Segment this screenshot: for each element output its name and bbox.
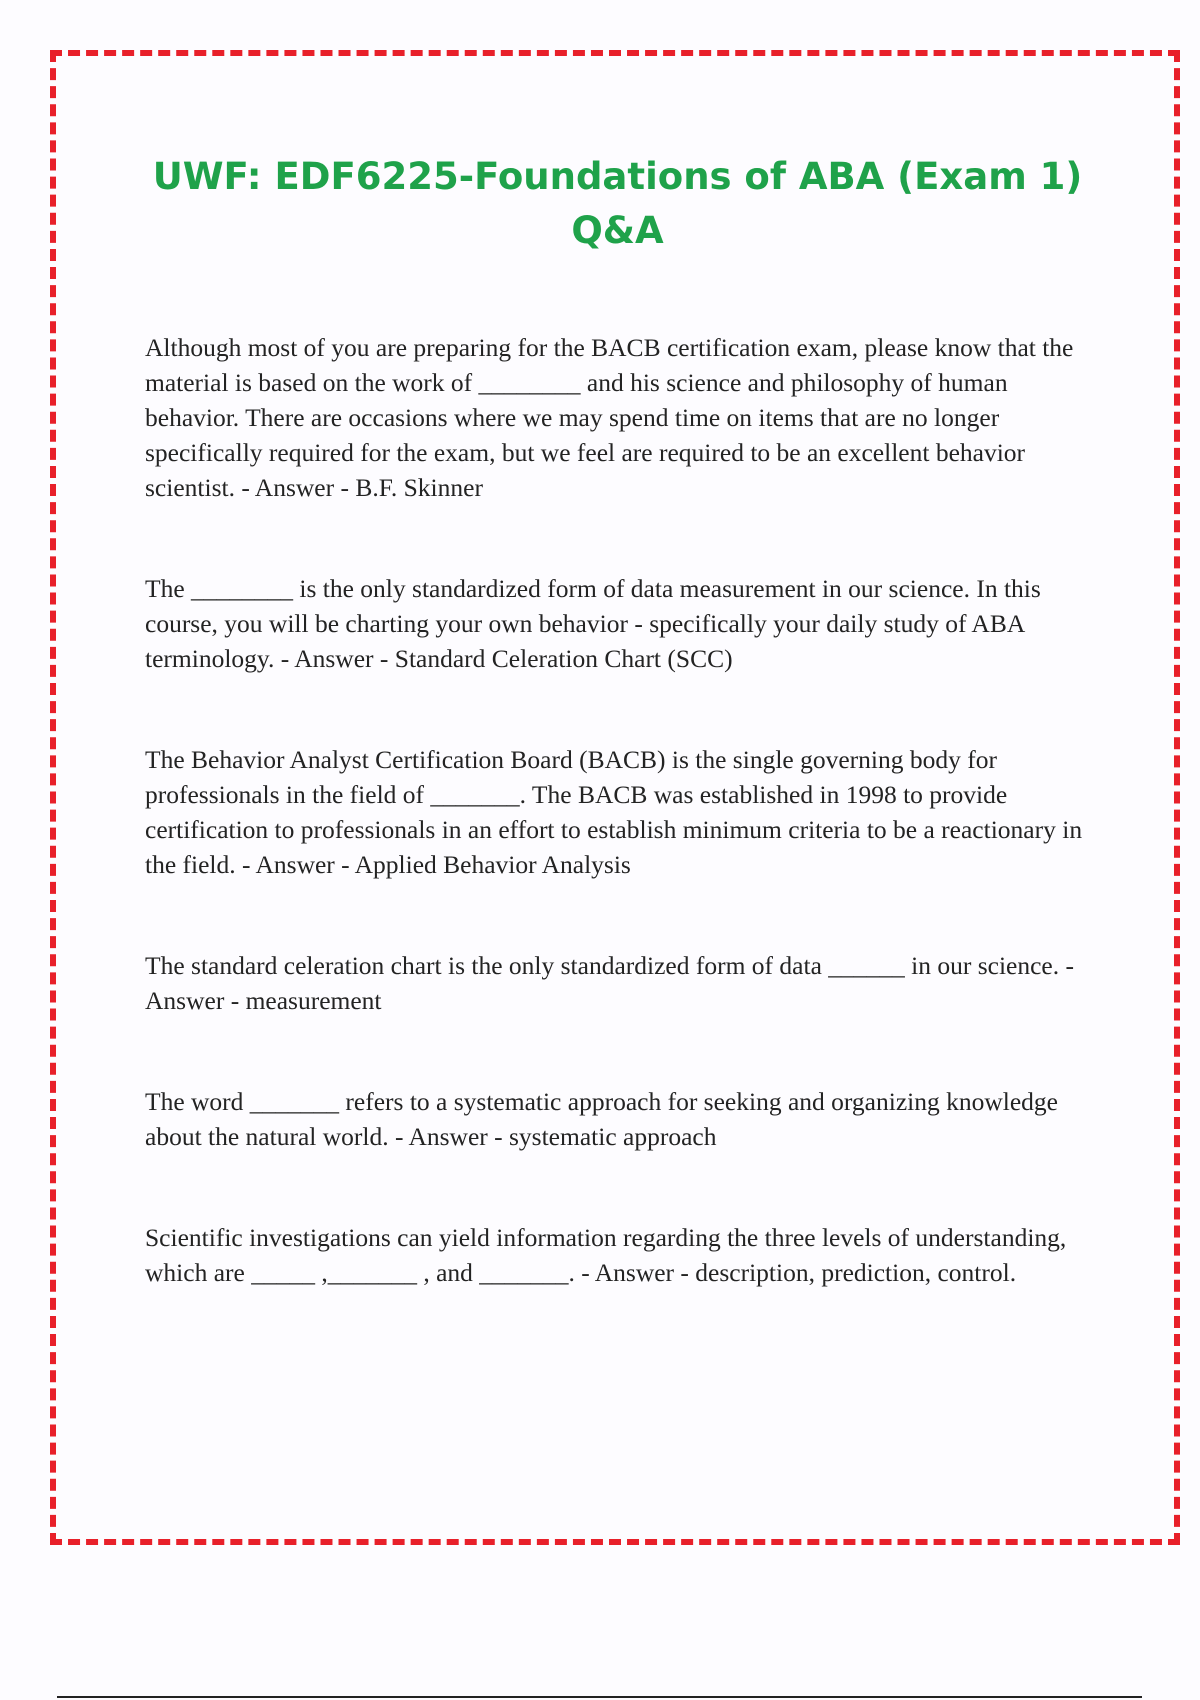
qa-item xyxy=(145,742,1090,882)
answer-text: B.F. Skinner xyxy=(355,473,483,502)
question-text: The standard celeration chart is the only standardized form of data ______ in our science. xyxy=(145,951,1060,980)
answer-label: - Answer - xyxy=(235,850,355,879)
question-text: The word _______ refers to a systematic approach for seeking and organizing knowledge about the natural world. xyxy=(145,1087,1058,1151)
question-text: The ________ is the only standardized form of data measurement in our science. In this course, you will be charting your own behavior - specifically your daily study of ABA terminology. xyxy=(145,574,1041,673)
qa-item xyxy=(145,1220,1090,1290)
answer-label: - Answer - xyxy=(388,1122,509,1151)
question-text: Although most of you are preparing for the BACB certification exam, please know that the material is based on the work of ________ and his science and philosophy of human behavior. There are occasions where we may spend time on items that are no longer specifically required for the exam, but we feel are required to be an excellent behavior scientist. xyxy=(145,333,1074,502)
answer-text: description, prediction, control. xyxy=(695,1258,1017,1287)
question-text: The Behavior Analyst Certification Board (BACB) is the single governing body for professionals in the field of _______. The BACB was established in 1998 to provide certification to professionals in an effort to establish minimum criteria to be a reactionary in the field. xyxy=(145,745,1083,879)
answer-label: - Answer - xyxy=(145,951,1075,1015)
answer-text: Standard Celeration Chart (SCC) xyxy=(394,644,733,673)
answer-text: measurement xyxy=(245,986,382,1015)
answer-label: - Answer - xyxy=(274,644,395,673)
document-title: UWF: EDF6225-Foundations of ABA (Exam 1) Q&A xyxy=(152,155,1083,252)
page-bottom-rule xyxy=(57,1696,1142,1698)
qa-item xyxy=(145,948,1090,1018)
answer-text: systematic approach xyxy=(509,1122,717,1151)
answer-label: - Answer - xyxy=(574,1258,696,1287)
answer-label: - Answer - xyxy=(234,473,356,502)
question-text: Scientific investigations can yield information regarding the three levels of understanding, which are _____ ,_______ , and _______. xyxy=(145,1223,1067,1287)
qa-item xyxy=(145,330,1090,505)
qa-item xyxy=(145,571,1090,676)
qa-item xyxy=(145,1084,1090,1154)
qa-list xyxy=(145,330,1090,1290)
answer-text: Applied Behavior Analysis xyxy=(354,850,631,879)
